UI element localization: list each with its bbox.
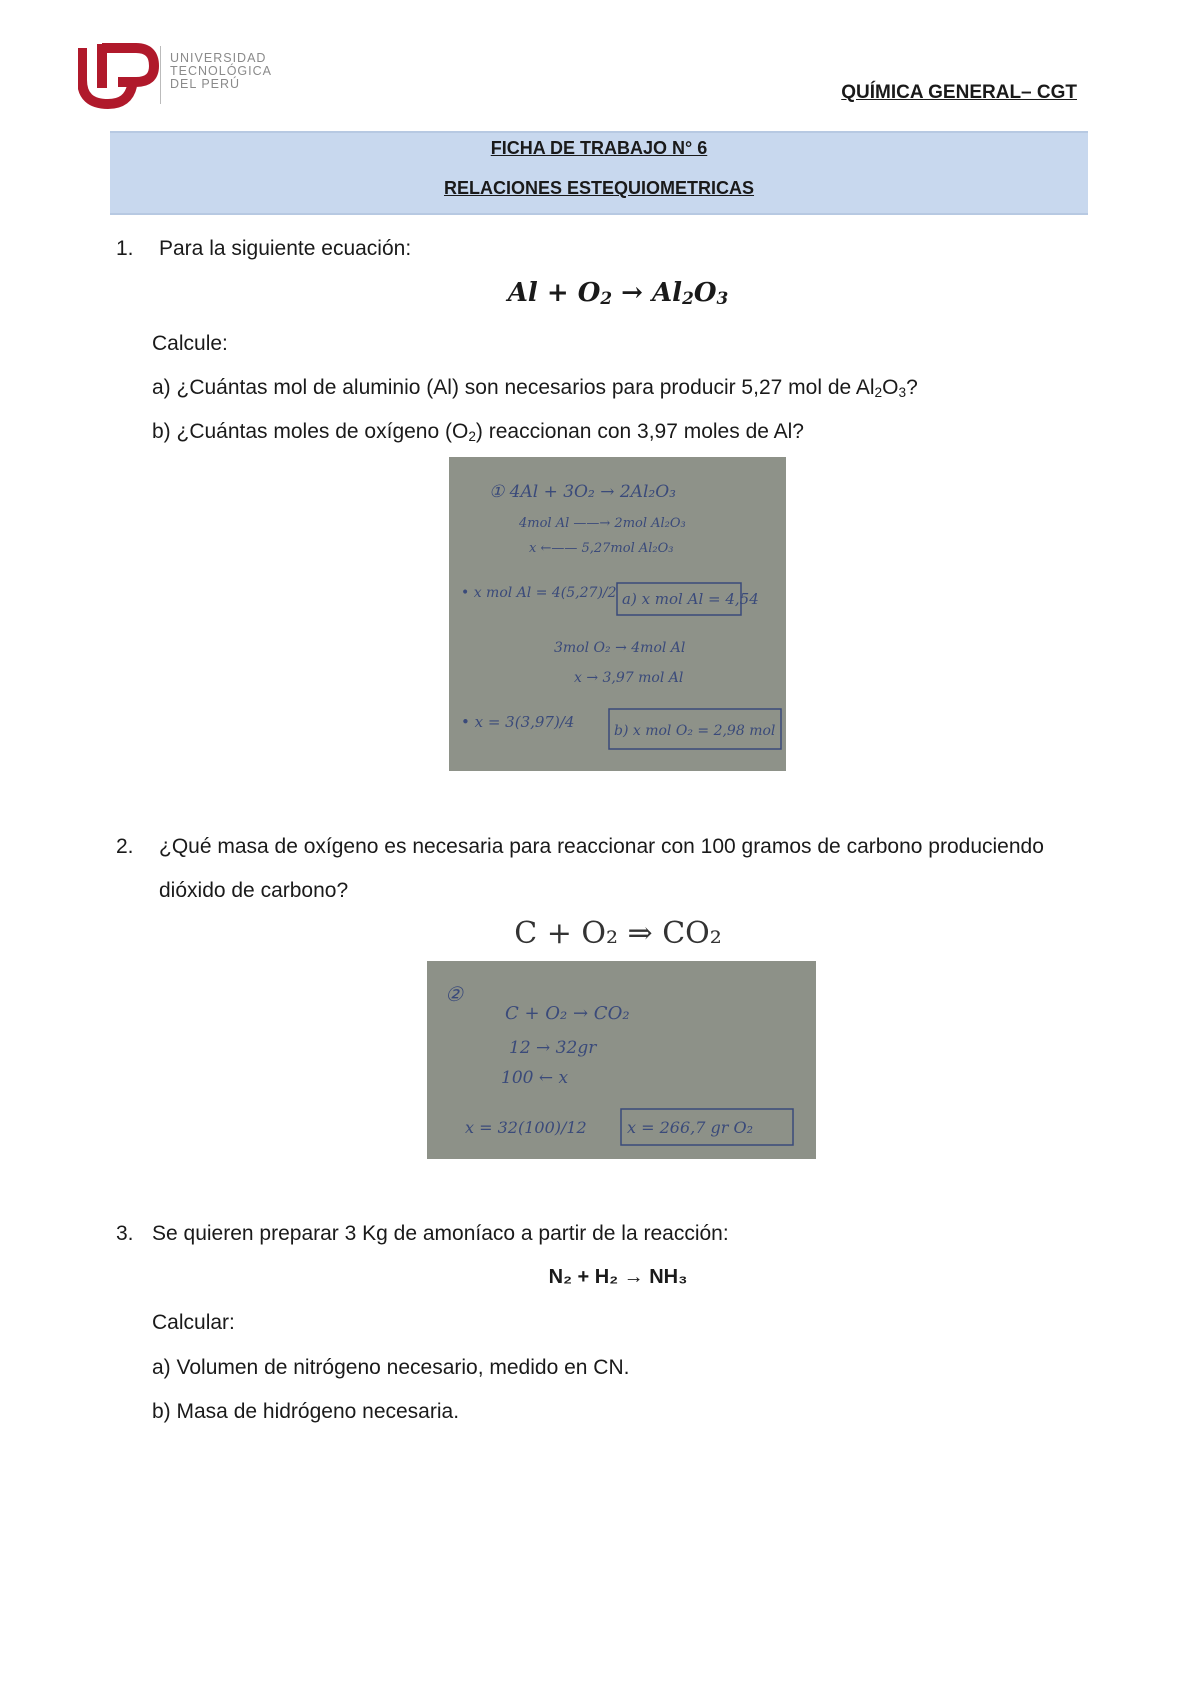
eq-sub: 3 [716,288,729,308]
eq-part: → Al [612,278,683,308]
logo-text [170,52,272,91]
q2-handwritten-solution-photo [427,961,816,1159]
logo-line: UNIVERSIDAD [170,51,267,65]
hw-line: 3mol O₂ → 4mol Al [554,640,686,656]
q3-calc-label: Calcular: [152,1311,235,1334]
sub: 2 [874,385,883,400]
q3-part-a: a) Volumen de nitrógeno necesario, medido en CN. [152,1356,630,1379]
q3-intro: Se quieren preparar 3 Kg de amoníaco a partir de la reacción: [152,1222,729,1245]
course-title: QUÍMICA GENERAL– CGT [841,82,1077,103]
logo-line: TECNOLÓGICA [170,64,272,78]
q1-equation [0,278,1200,308]
q3-part-b: b) Masa de hidrógeno necesaria. [152,1400,460,1423]
text: b) ¿Cuántas moles de oxígeno (O [152,420,469,443]
q1-handwritten-solution-photo [449,457,786,771]
worksheet-banner [110,131,1088,215]
q1-part-b [152,419,804,450]
q2-number: 2. [116,835,134,858]
sub: 3 [898,385,907,400]
hw-line: C + O₂ → CO₂ [505,1003,630,1024]
q1-part-a [152,375,918,406]
text: O [882,376,899,399]
worksheet-subtitle: RELACIONES ESTEQUIOMETRICAS [443,178,755,198]
eq-sub: 2 [600,288,613,308]
q1-calc-label: Calcule: [152,332,228,355]
hw-line: x ←—— 5,27mol Al₂O₃ [529,541,674,556]
text: ) reaccionan con 3,97 moles de Al? [475,420,804,443]
hw-line: x = 32(100)/12 [465,1118,587,1137]
hw-line: 4mol Al ——→ 2mol Al₂O₃ [519,516,686,531]
text: a) ¿Cuántas mol de aluminio (Al) son necesarios para producir 5,27 mol de Al [152,376,875,399]
hw-line: ① 4Al + 3O₂ → 2Al₂O₃ [489,482,676,502]
hw-line: x → 3,97 mol Al [574,670,684,686]
q2-equation: C + O₂ ⇒ CO₂ [514,916,722,951]
hw-line: • x mol Al = 4(5,27)/2 [461,585,617,601]
text: ? [906,376,918,399]
q3-number: 3. [116,1222,134,1245]
hw-line: b) x mol O₂ = 2,98 mol [614,723,776,739]
hw-line: ② [445,982,463,1006]
q2-line2: dióxido de carbono? [159,879,349,902]
logo-line: DEL PERÚ [170,77,241,91]
q1-intro: Para la siguiente ecuación: [159,237,412,260]
worksheet-title: FICHA DE TRABAJO N° 6 [490,138,708,158]
hw-line: 100 ← x [501,1068,569,1088]
logo-divider [160,46,161,104]
q2-line1: ¿Qué masa de oxígeno es necesaria para reaccionar con 100 gramos de carbono produciendo [159,835,1044,858]
q1-number: 1. [116,237,134,260]
eq-part: O [693,278,717,308]
sub: 2 [468,429,476,444]
hw-line: • x = 3(3,97)/4 [461,713,575,731]
utp-logo-icon [78,40,168,110]
eq-part: Al + O [507,278,601,308]
hw-line: a) x mol Al = 4,54 [622,590,759,608]
q3-equation: N₂ + H₂ → NH₃ [548,1266,688,1288]
eq-sub: 2 [682,288,694,308]
hw-line: x = 266,7 gr O₂ [627,1118,753,1137]
hw-line: 12 → 32gr [509,1038,597,1058]
